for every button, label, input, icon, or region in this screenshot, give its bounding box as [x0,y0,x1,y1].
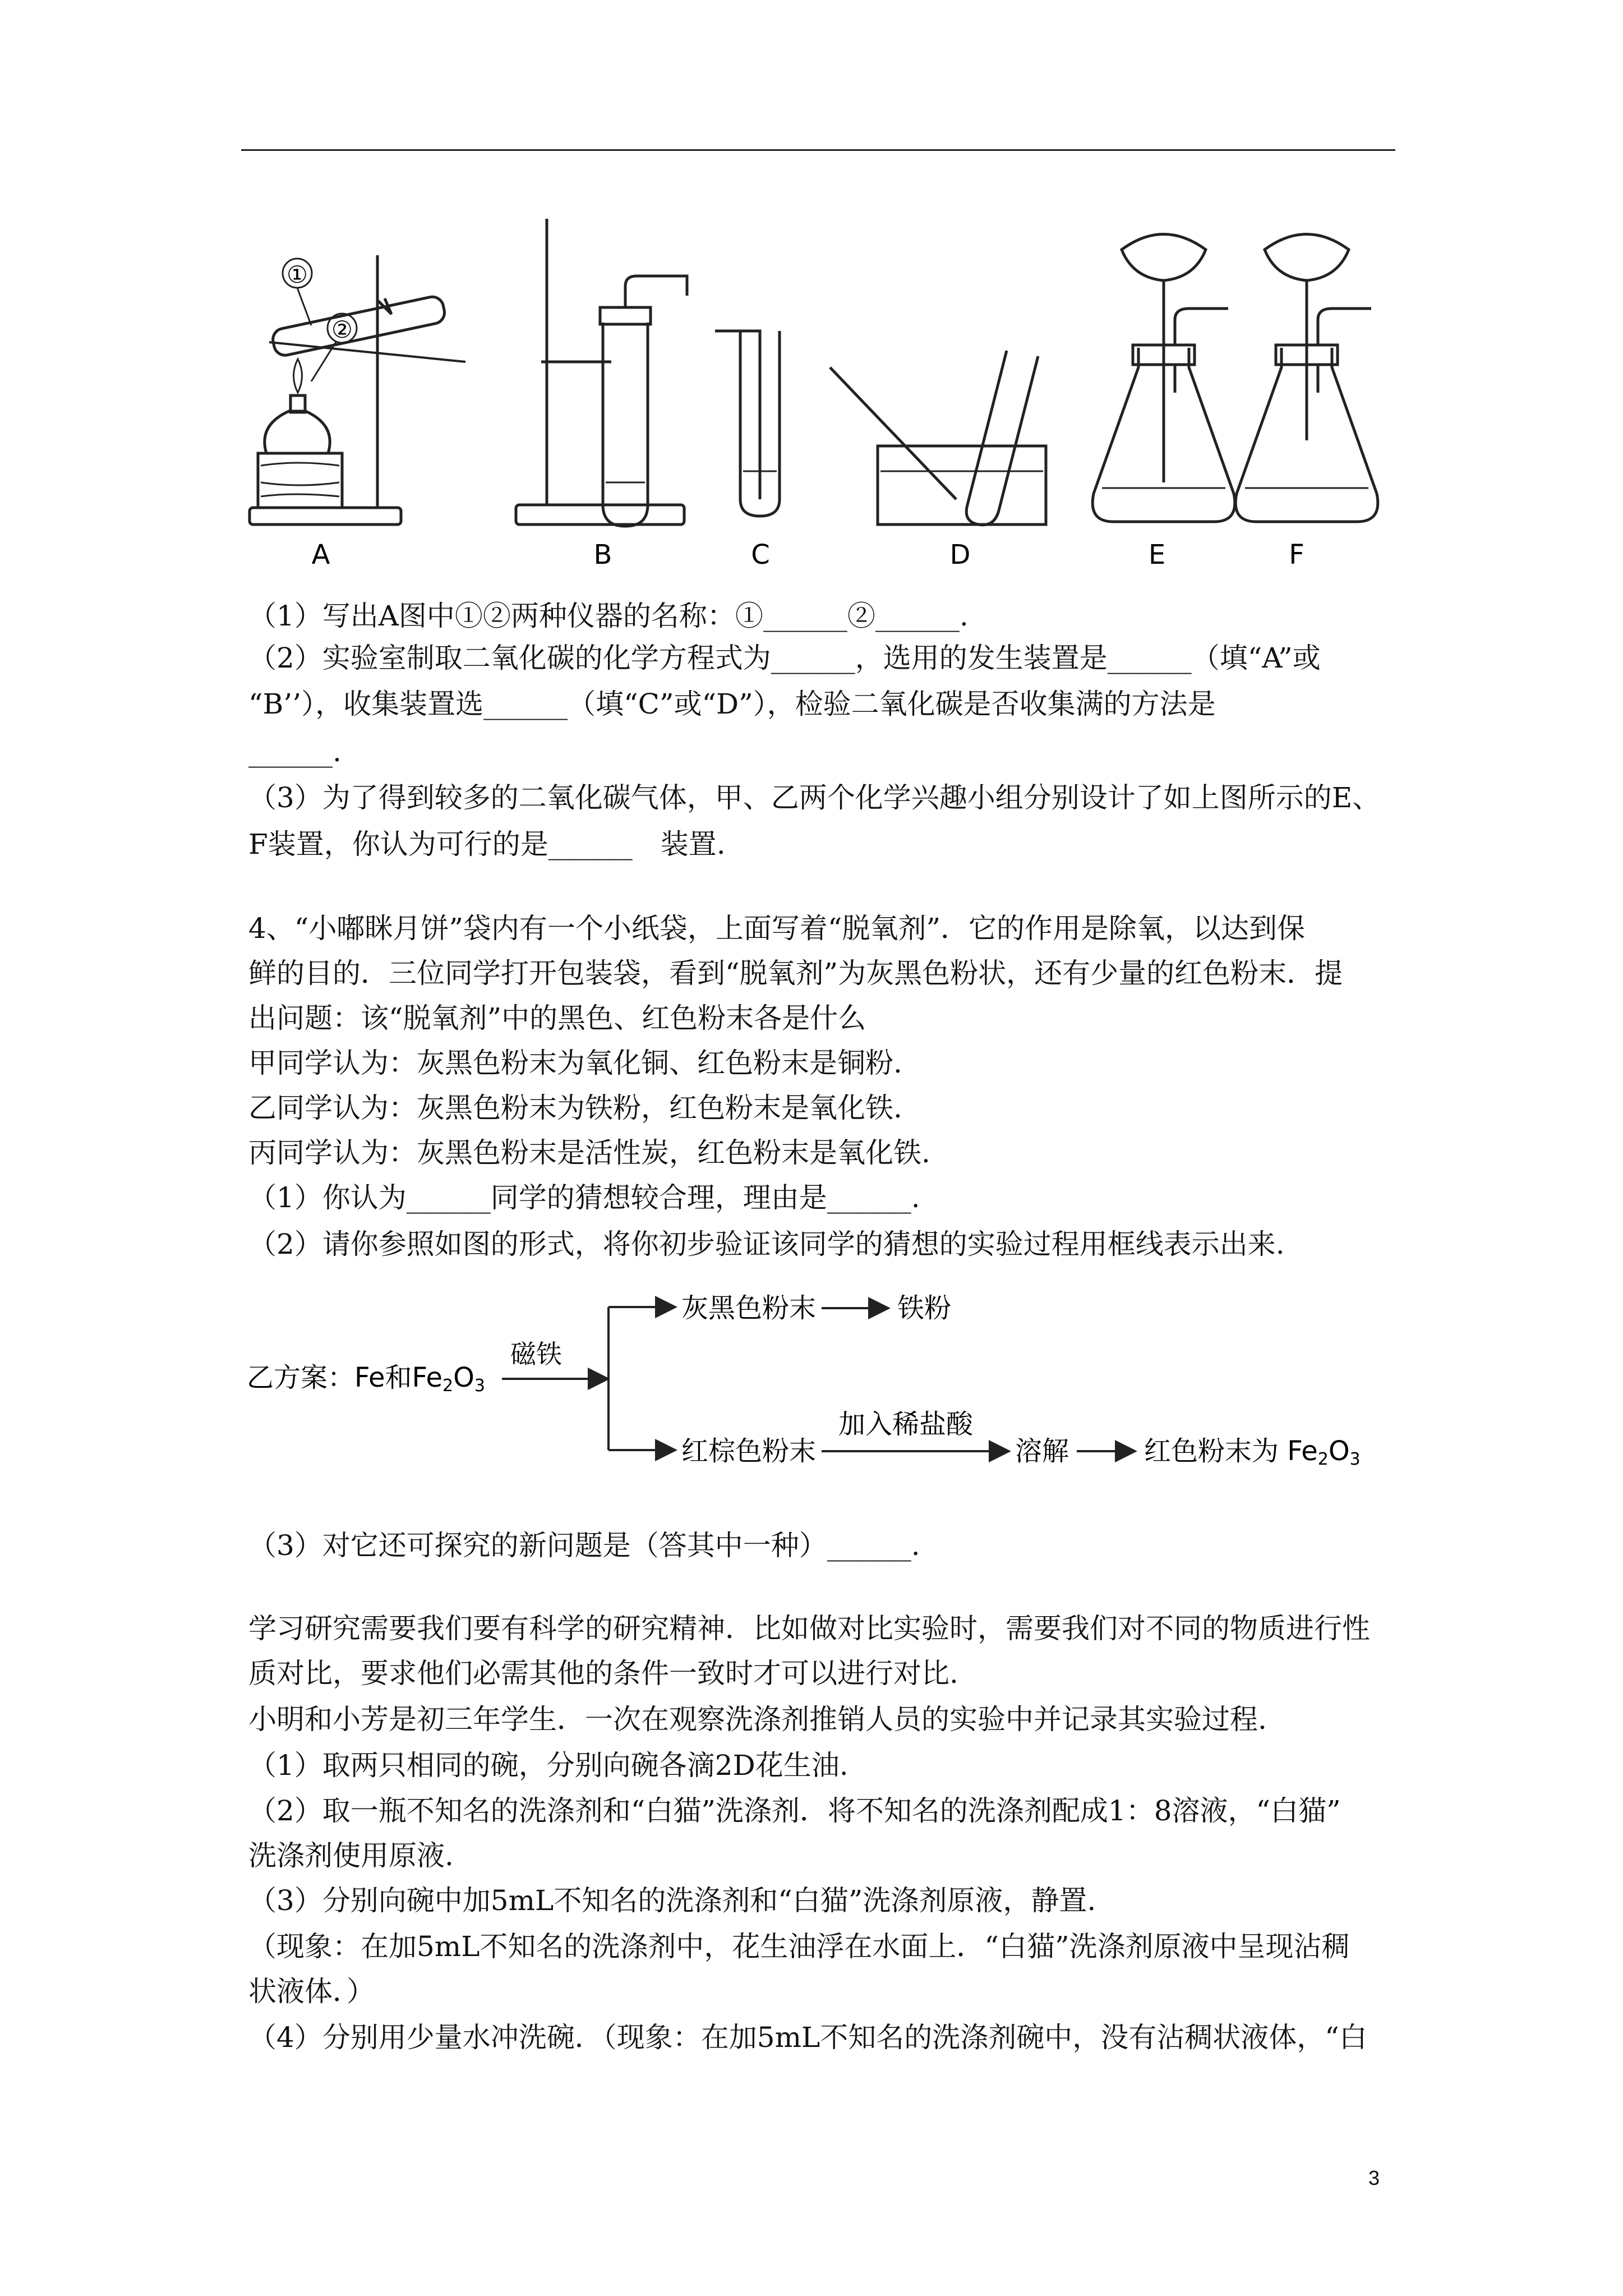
text-line: 状液体．） [248,1975,375,2008]
text-line: （2）实验室制取二氧化碳的化学方程式为______，选用的发生装置是______（填“A”或 [248,642,1321,674]
text-line: 4、“小嘟眯月饼”袋内有一个小纸袋，上面写着“脱氧剂”．它的作用是除氧，以达到保 [248,912,1306,945]
top-result-text: 铁粉 [897,1292,952,1324]
label-d: D [949,539,971,570]
text-line: （现象：在加5mL不知名的洗涤剂中，花生油浮在水面上．“白猫”洗涤剂原液中呈现沾稠 [248,1930,1350,1963]
text-line: “B’’），收集装置选______（填“C”或“D”），检验二氧化碳是否收集满的方法是 [248,688,1216,720]
label-e: E [1148,539,1166,570]
label-f: F [1289,539,1304,570]
text-line: （1）你认为______同学的猜想较合理，理由是______. [248,1181,920,1214]
text-line: 洗涤剂使用原液. [248,1839,454,1872]
page-number: 3 [1368,2166,1380,2189]
apparatus-b [516,219,687,526]
text-line: 甲同学认为：灰黑色粉末为氧化铜、红色粉末是铜粉. [248,1047,902,1079]
scheme-diagram [247,1290,1413,1503]
marker-2: ② [331,316,353,343]
text-line: F装置，你认为可行的是______ 装置. [248,828,726,861]
text-line: （3）为了得到较多的二氧化碳气体，甲、乙两个化学兴趣小组分别设计了如上图所示的E、 [248,781,1381,814]
label-a: A [311,539,330,570]
final-text: 红色粉末为 Fe2O3 [1144,1435,1361,1469]
text-line: （4）分别用少量水冲洗碗．（现象：在加5mL不知名的洗涤剂碗中，没有沾稠状液体，“白 [248,2021,1367,2054]
text-line: 丙同学认为：灰黑色粉末是活性炭，红色粉末是氧化铁. [248,1137,930,1169]
apparatus-c [715,331,780,516]
acid-label: 加入稀盐酸 [838,1409,974,1440]
text-line: ______. [248,735,342,768]
marker-1: ① [287,261,308,288]
label-c: C [751,539,770,570]
text-line: （2）请你参照如图的形式，将你初步验证该同学的猜想的实验过程用框线表示出来. [248,1228,1285,1260]
bottom-box-text: 红棕色粉末 [681,1435,817,1467]
text-line: 出问题：该“脱氧剂”中的黑色、红色粉末各是什么 [248,1002,866,1034]
scheme-prefix: 乙方案：Fe和Fe2O3 [247,1362,486,1396]
apparatus-e [1092,234,1235,522]
text-line: 质对比，要求他们必需其他的条件一致时才可以进行对比. [248,1657,958,1690]
text-line: （1）取两只相同的碗，分别向碗各滴2D花生油. [248,1749,849,1782]
apparatus-f [1235,234,1378,522]
text-line: （1）写出A图中①②两种仪器的名称：①______②______. [248,600,969,632]
text-line: （3）对它还可探究的新问题是（答其中一种）______. [248,1529,920,1562]
apparatus-figure [0,0,1623,589]
text-line: （2）取一瓶不知名的洗涤剂和“白猫”洗涤剂．将不知名的洗涤剂配成1：8溶液，“白猫” [248,1795,1341,1827]
top-box-text: 灰黑色粉末 [681,1292,817,1324]
text-line: 小明和小芳是初三年学生．一次在观察洗涤剂推销人员的实验中并记录其实验过程. [248,1703,1267,1736]
apparatus-a [250,255,465,524]
text-line: （3）分别向碗中加5mL不知名的洗涤剂和“白猫”洗涤剂原液，静置. [248,1884,1096,1917]
text-line: 鲜的目的．三位同学打开包装袋，看到“脱氧剂”为灰黑色粉状，还有少量的红色粉末．提 [248,957,1343,990]
magnet-label: 磁铁 [510,1339,562,1369]
text-line: 乙同学认为：灰黑色粉末为铁粉，红色粉末是氧化铁. [248,1092,902,1124]
apparatus-d [830,351,1046,525]
text-line: 学习研究需要我们要有科学的研究精神．比如做对比实验时，需要我们对不同的物质进行性 [248,1612,1370,1645]
label-b: B [593,539,612,570]
dissolve-text: 溶解 [1015,1435,1069,1467]
